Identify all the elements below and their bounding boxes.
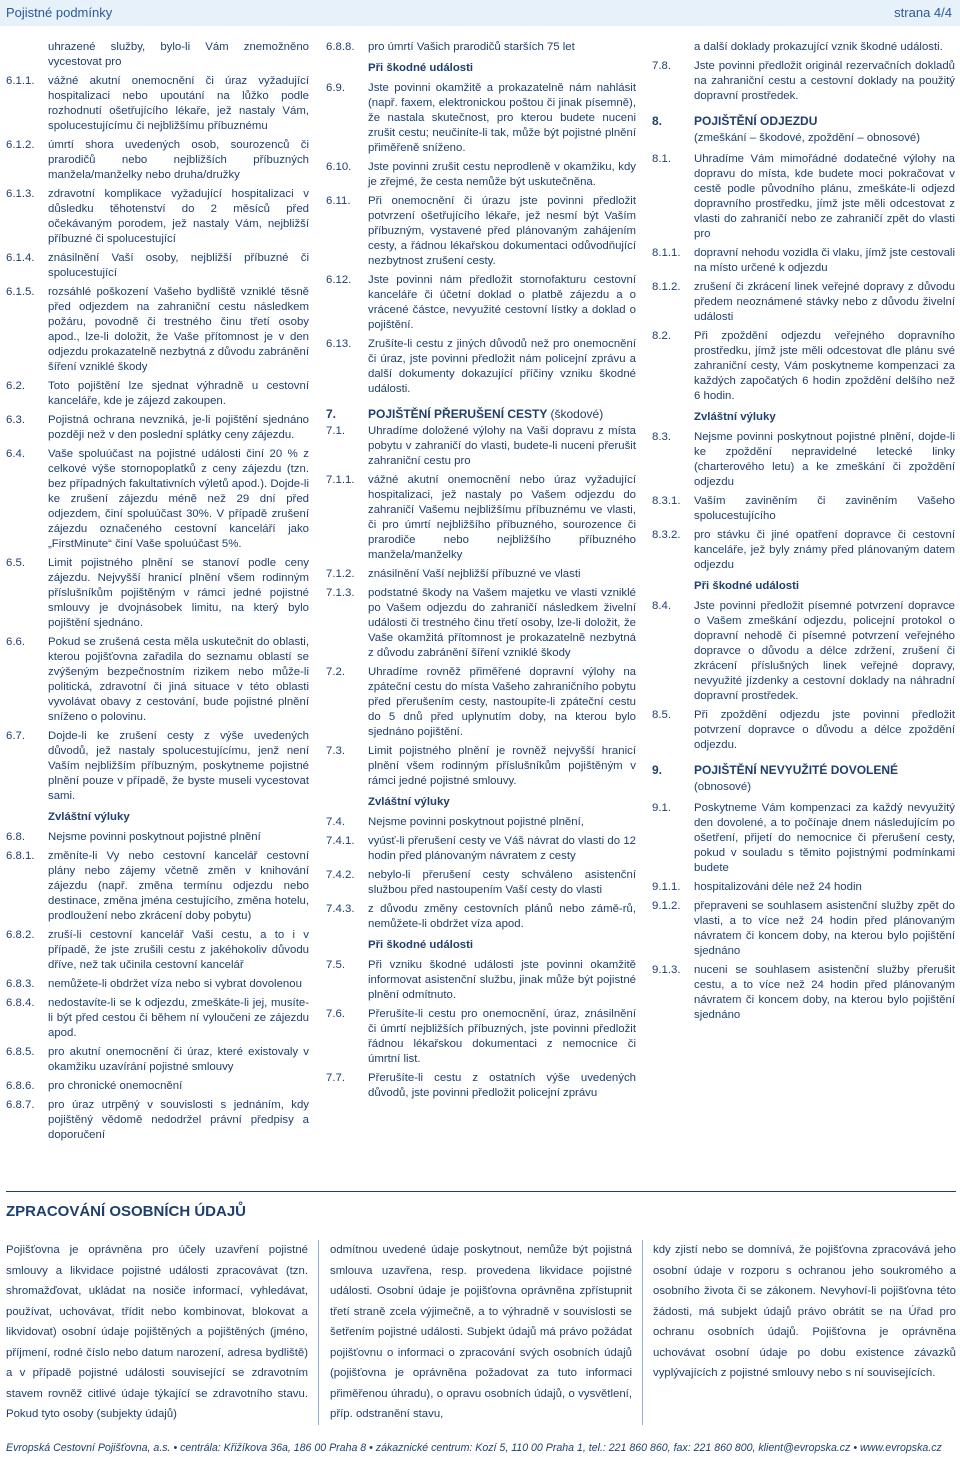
subheading-exclusions: Zvláštní výluky (368, 796, 450, 808)
clause-7-8 (652, 59, 955, 104)
clause-7-2 (326, 665, 636, 740)
section-title: POJIŠTĚNÍ NEVYUŽITÉ DOVOLENÉ (694, 763, 899, 777)
clause-text: pro akutní onemocnění či úraz, které existovaly v okamžiku uzavírání pojistné smlouvy (48, 1046, 309, 1073)
clause-text: hospitalizováni déle než 24 hodin (694, 881, 862, 893)
clause-6-8-7 (6, 1098, 309, 1143)
clause-8-2 (652, 329, 955, 404)
clause-text: pro úmrtí Vašich prarodičů starších 75 let (368, 41, 575, 53)
clause-number: 6.1.2. (6, 139, 35, 151)
clause-number: 6.2. (6, 380, 25, 392)
clause-6-8-3 (6, 977, 309, 992)
clause-text: Jste povinni nám předložit stornofakturu cestovní kanceláře či účetní doklad o platbě zájezdu a o vrácené částce, nevyužité cestovní lístky a doklad o pojištění. (368, 274, 636, 331)
clause-text: dopravní nehodu vozidla či vlaku, jímž jste cestovali na místo určené k odjezdu (694, 247, 955, 274)
clause-text: znásilnění Vaší nejbližší příbuzné ve vlasti (368, 568, 581, 580)
clause-7-4-1 (326, 834, 636, 864)
clause-number: 6.6. (6, 636, 25, 648)
clause-number: 6.8.1. (6, 850, 35, 862)
clause-number: 7.7. (326, 1072, 345, 1084)
clause-6-8-1 (6, 849, 309, 924)
clause-text: nuceni se souhlasem asistenční služby přerušit cestu, a to více než 24 hodin před plánovaným návratem či koncem doby, na kterou bylo pojištění sjednáno (694, 964, 955, 1021)
clause-text: Při vzniku škodné události jste povinni okamžitě informovat asistenční službu, jinak může být pojistné plnění odmítnuto. (368, 959, 636, 1001)
clause-text: rozsáhlé poškození Vašeho bydliště vzniklé těsně před odjezdem na zahraniční cestu následkem požáru, povodně či trestného činu třetí osoby apod., lze-li doložit, že Vaše přítomnost je v den odjezdu prokazatelně nezbytná z důvodu zabránění šíření vzniklé škody (48, 286, 309, 373)
clause-text: vážné akutní onemocnění či úraz vyžadující hospitalizaci nebo upoutání na lůžko podle rozhodnutí ošetřujícího lékaře, jež nastaly Vám, spolucestujícímu či nejbližšímu příbuznému (48, 75, 309, 132)
column-1 (6, 40, 309, 1147)
clause-6-8-4 (6, 996, 309, 1041)
clause-7-1-1 (326, 473, 636, 563)
clause-number: 6.4. (6, 448, 25, 460)
clause-7-5 (326, 958, 636, 1003)
column-2 (326, 40, 636, 1105)
clause-number: 8.2. (652, 330, 671, 342)
clause-7-1-3 (326, 586, 636, 661)
clause-text: Vaším zaviněním či zaviněním Vašeho spolucestujícího (694, 495, 955, 522)
clause-7-7 (326, 1071, 636, 1101)
clause-number: 6.9. (326, 82, 345, 94)
clause-number: 6.12. (326, 274, 352, 286)
clause-number: 6.1.1. (6, 75, 35, 87)
clause-number: 6.8.7. (6, 1099, 35, 1111)
clause-6-8-5 (6, 1045, 309, 1075)
clause-number: 6.8.5. (6, 1046, 35, 1058)
clause-number: 6.8. (6, 831, 25, 843)
clause-text: Nejsme povinni poskytnout pojistné plnění (48, 831, 261, 843)
clause-8-3-1 (652, 494, 955, 524)
clause-text: Jste povinni okamžitě a prokazatelně nám nahlásit (např. faxem, elektronickou poštou či jinak písemně), že nastala skutečnost, pro kterou budete nuceni zrušit cestu; neučiníte-li tak, může být pojistné plnění přiměřeně sníženo. (368, 82, 636, 154)
clause-text: zruší-li cestovní kancelář Vaši cestu, a to i v případě, že jste zrušili cestu z jakéhokoliv důvodu dříve, než tak učinila cestovní kancelář (48, 929, 309, 971)
paragraph: uhrazené služby, bylo-li Vám znemožněno vycestovat pro (48, 41, 309, 68)
clause-9-1-2 (652, 899, 955, 959)
clause-text: Nejsme povinni poskytnout pojistné plnění, (368, 816, 584, 828)
clause-text: Jste povinni zrušit cestu neprodleně v okamžiku, kdy je zřejmé, že cesta nemůže být uskutečněna. (368, 161, 636, 188)
section-8-heading (652, 114, 955, 129)
clause-number: 6.8.8. (326, 41, 355, 53)
clause-text: Jste povinni předložit originál rezervačních dokladů na zahraniční cestu a cestovní doklady na použitý dopravní prostředek. (694, 60, 955, 102)
clause-number: 9.1.1. (652, 881, 681, 893)
clause-text: vážné akutní onemocnění nebo úraz vyžadující hospitalizaci, jež nastaly po Vašem odjezdu do zahraničí Vašemu nejbližšímu příbuznému ve vlasti, či pro úmrtí nejbližšího příbuzného, sourozence či prarodiče nebo nejbližšího příbuzného manžela/manželky (368, 474, 636, 561)
clause-6-2 (6, 379, 309, 409)
clause-7-6 (326, 1007, 636, 1067)
clause-text: pro chronické onemocnění (48, 1080, 183, 1092)
section-7-heading (326, 407, 636, 422)
clause-text: úmrtí shora uvedených osob, sourozenců či prarodičů nebo nejbližších příbuzných manžela/manželky nebo druha/družky (48, 139, 309, 181)
clause-number: 7.4.3. (326, 903, 355, 915)
page-number: strana 4/4 (894, 5, 952, 20)
clause-text: Zrušíte-li cestu z jiných důvodů než pro onemocnění či úraz, jste povinni předložit nám policejní zprávu a další dokumenty dokazující příčiny vzniku škodné události. (368, 338, 636, 395)
subheading-exclusions: Zvláštní výluky (694, 411, 776, 423)
clause-6-7 (6, 729, 309, 804)
clause-number: 6.5. (6, 557, 25, 569)
clause-number: 8.3.2. (652, 529, 681, 541)
clause-6-8 (6, 830, 309, 845)
section-subtitle: (obnosové) (694, 781, 751, 793)
clause-8-4 (652, 599, 955, 704)
clause-7-3 (326, 744, 636, 789)
clause-text: znásilnění Vaší osoby, nejbližší příbuzné či spolucestující (48, 252, 309, 279)
clause-number: 8.3. (652, 431, 671, 443)
clause-text: Přerušíte-li cestu pro onemocnění, úraz, znásilnění či úmrtí nejbližších příbuzných, jste povinni předložit řádnou lékařskou dokumentaci z nemocnice či úmrtní list. (368, 1008, 636, 1065)
clause-8-1-1 (652, 246, 955, 276)
clause-number: 7.4. (326, 816, 345, 828)
clause-number: 9.1. (652, 802, 671, 814)
clause-number: 6.11. (326, 195, 351, 207)
clause-text: nedostavíte-li se k odjezdu, zmeškáte-li jej, musíte-li být před cestou či během ní vyloučeni ze zájezdu apod. (48, 997, 309, 1039)
clause-text: změníte-li Vy nebo cestovní kancelář cestovní plány nebo zájemy včetně změn v knihování zájezdu (např. změna termínu odjezdu nebo destinace, změna jména cestujícího, změna hotelu, prodloužení nebo zkrácení doby pobytu) (48, 850, 309, 922)
clause-6-9 (326, 81, 636, 156)
clause-text: podstatné škody na Vašem majetku ve vlasti vzniklé po Vašem odjezdu do zahraničí následkem živelní události či trestného činu třetí osoby, lze-li doložit, že Vaše okamžitá přítomnost je prokazatelně nezbytná z důvodu zabránění šíření vzniklé škody (368, 587, 636, 659)
privacy-title: ZPRACOVÁNÍ OSOBNÍCH ÚDAJŮ (6, 1203, 247, 1220)
document-title: Pojistné podmínky (6, 5, 113, 20)
clause-text: Při onemocnění či úrazu jste povinni předložit potvrzení ošetřujícího lékaře, jež nesmí být Vaším příbuzným, vystavené před plánovaným zahájením cesty, a řádnou lékařskou dokumentaci odůvodňující nezbytnost zrušení cesty. (368, 195, 636, 267)
section-subtitle: (zmeškání – škodové, zpoždění – obnosové) (694, 132, 921, 144)
clause-number: 6.7. (6, 730, 25, 742)
clause-9-1-1 (652, 880, 955, 895)
clause-number: 6.8.4. (6, 997, 35, 1009)
clause-6-1-2 (6, 138, 309, 183)
clause-text: Uhradíme Vám mimořádné dodatečné výlohy na dopravu do místa, kde budete moci pokračovat v cestě podle původního plánu, zmeškáte-li odjezd dopravního prostředku, jímž jste měli odcestovat z vlasti do zahraničí nebo ze zahraničí zpět do vlasti pro (694, 153, 955, 240)
clause-6-6 (6, 635, 309, 725)
privacy-paragraph-2: odmítnou uvedené údaje poskytnout, nemůže být pojistná smlouva uzavřena, resp. provedena likvidace pojistné události. Osobní údaje je pojišťovna oprávněna zpřístupnit třetí straně zcela výjimečně, a to výhradně v souvislosti se šetřením pojistné události. Subjekt údajů má právo požádat pojišťovnu o informaci o zpracování svých osobních údajů (pojišťovna je oprávněna požadovat za tuto informaci přiměřenou úhradu), o opravu osobních údajů, o vysvětlení, příp. odstranění stavu, (330, 1244, 632, 1420)
section-number: 7. (326, 407, 337, 421)
clause-number: 8.4. (652, 600, 671, 612)
clause-text: Při zpoždění odjezdu veřejného dopravního prostředku, jímž jste měli odcestovat dle plánu své zahraniční cesty, Vám poskytneme kompenzaci za každých započatých 6 hodin zpoždění delšího než 6 hodin. (694, 330, 955, 402)
clause-text: Vaše spoluúčast na pojistné události činí 20 % z celkové výše stornopoplatků z ceny zájezdu (tzn. bez případných fakultativních výletů apod.). Dojde-li ke zrušení zájezdu méně než 29 dní před odjezdem, činí spoluúčast 30%. V případě zrušení zájezdu označeného cestovní kanceláří jako „FirstMinute“ činí Vaše spoluúčast 5%. (48, 448, 309, 550)
column-divider (318, 1240, 319, 1425)
clause-number: 8.3.1. (652, 495, 681, 507)
clause-text: Pokud se zrušená cesta měla uskutečnit do oblasti, kterou pojišťovna zařadila do seznamu oblastí se zvýšeným bezpečnostním rizikem nebo může-li politická, zdravotní či jiná situace v této oblasti vyvolávat obavy z cestování, bude pojistné plnění sníženo o polovinu. (48, 636, 309, 723)
clause-number: 7.1. (326, 425, 345, 437)
paragraph: a další doklady prokazující vznik škodné události. (694, 41, 943, 53)
clause-text: Uhradíme doložené výlohy na Vaši dopravu z místa pobytu v zahraničí do vlasti, budete-li nuceni přerušit zahraniční cestu pro (368, 425, 636, 467)
clause-text: Jste povinni předložit písemné potvrzení dopravce o Vašem zmeškání odjezdu, policejní protokol o dopravní nehodě či písemné potvrzení veřejného dopravce o důvodu a délce zdržení, zrušení či zkrácení příslušných linek veřejné dopravy, nevyužité jízdenky a cestovní doklady na náhradní dopravní prostředek. (694, 600, 955, 702)
clause-6-3 (6, 413, 309, 443)
clause-9-1 (652, 801, 955, 876)
clause-text: Dojde-li ke zrušení cesty z výše uvedených důvodů, jež nastaly spolucestujícímu, jenž není Vaším nejbližším příbuzným, poskytneme pojistné plnění pouze v případě, že byste museli vycestovat sami. (48, 730, 309, 802)
column-3 (652, 40, 955, 1027)
clause-number: 9.1.3. (652, 964, 681, 976)
clause-number: 8.1. (652, 153, 671, 165)
clause-text: nebylo-li přerušení cesty schváleno asistenční službou před nastoupením Vaší cesty do vlasti (368, 869, 636, 896)
clause-6-11 (326, 194, 636, 269)
section-divider (6, 1191, 956, 1192)
clause-number: 6.1.5. (6, 286, 35, 298)
clause-7-4-2 (326, 868, 636, 898)
clause-6-4 (6, 447, 309, 552)
clause-7-4 (326, 815, 636, 830)
clause-text: vyúsť-li přerušení cesty ve Váš návrat do vlasti do 12 hodin před plánovaným návratem z cesty (368, 835, 636, 862)
column-divider (642, 1240, 643, 1425)
clause-7-1 (326, 424, 636, 469)
clause-text: Při zpoždění odjezdu jste povinni předložit potvrzení dopravce o důvodu a délce zpoždění odjezdu. (694, 709, 955, 751)
section-title: POJIŠTĚNÍ ODJEZDU (694, 114, 818, 128)
clause-6-1-5 (6, 285, 309, 375)
clause-text: nemůžete-li obdržet víza nebo si vybrat dovolenou (48, 978, 302, 990)
clause-6-5 (6, 556, 309, 631)
clause-number: 6.10. (326, 161, 352, 173)
clause-text: zrušení či zkrácení linek veřejné dopravy z důvodu předem neoznámené stávky nebo z důvodu živelní události (694, 281, 955, 323)
clause-8-1 (652, 152, 955, 242)
clause-text: pro úraz utrpěný v souvislosti s jednáním, kdy pojištěný vědomě nedodržel právní předpisy a doporučení (48, 1099, 309, 1141)
clause-8-3-2 (652, 528, 955, 573)
subheading-exclusions: Zvláštní výluky (48, 811, 130, 823)
clause-8-3 (652, 430, 955, 490)
clause-text: Limit pojistného plnění je rovněž nejvyšší hranicí plnění všem rodinným příslušníkům pojištěným v rámci jedné pojistné smlouvy. (368, 745, 636, 787)
clause-text: zdravotní komplikace vyžadující hospitalizaci v důsledku těhotenství do 2 měsíců před očekávaným porodem, jež nastaly Vám, nejbližší příbuzné či spolucestující (48, 188, 309, 245)
clause-number: 6.8.3. (6, 978, 35, 990)
clause-number: 9.1.2. (652, 900, 681, 912)
clause-text: Limit pojistného plnění se stanoví podle ceny zájezdu. Nejvyšší hranicí plnění všem rodinným příslušníkům pojištěným v rámci jedné pojistné smlouvy je dvojnásobek limitu, na který bylo pojištění sjednáno. (48, 557, 309, 629)
clause-6-1-1 (6, 74, 309, 134)
clause-text: Poskytneme Vám kompenzaci za každý nevyužitý den dovolené, a to počínaje dnem následujícím po ošetření, přijetí do nemocnice či přerušení cesty, pokud v souladu s těmito pojistnými podmínkami budete (694, 802, 955, 874)
clause-8-5 (652, 708, 955, 753)
clause-6-13 (326, 337, 636, 397)
page-footer: Evropská Cestovní Pojišťovna, a.s. • centrála: Křižíkova 36a, 186 00 Praha 8 • zákaznické centrum: Kozí 5, 110 00 Praha 1, tel.: 221 860 860, fax: 221 860 800, klient@evropska.cz • www.evropska.cz (6, 1442, 942, 1454)
clause-number: 7.6. (326, 1008, 345, 1020)
clause-text: přepraveni se souhlasem asistenční služby zpět do vlasti, a to více než 24 hodin před plánovaným návratem či koncem doby, na kterou bylo pojištění sjednáno (694, 900, 955, 957)
clause-number: 8.1.2. (652, 281, 681, 293)
section-9-heading (652, 763, 955, 778)
clause-number: 7.4.2. (326, 869, 355, 881)
subheading-claim: Při škodné události (368, 939, 474, 951)
clause-6-10 (326, 160, 636, 190)
clause-number: 7.5. (326, 959, 345, 971)
section-title: POJIŠTĚNÍ PŘERUŠENÍ CESTY (368, 407, 548, 421)
clause-text: Pojistná ochrana nevzniká, je-li pojištění sjednáno později než v den poslední splátky ceny zájezdu. (48, 414, 309, 441)
clause-text: Toto pojištění lze sjednat výhradně u cestovní kanceláře, kde je zájezd zakoupen. (48, 380, 309, 407)
privacy-paragraph-3: kdy zjistí nebo se domnívá, že pojišťovna zpracovává jeho osobní údaje v rozporu s ochranou jeho soukromého a osobního života či se zákonem. Nevyhoví-li pojišťovna této žádosti, má subjekt údajů právo obrátit se na Úřad pro ochranu osobních údajů. Pojišťovna je oprávněna uchovávat osobní údaje po dobu existence závazků vyplývajících z pojistné smlouvy nebo s ní souvisejících. (653, 1244, 956, 1379)
clause-9-1-3 (652, 963, 955, 1023)
clause-text: pro stávku či jiné opatření dopravce či cestovní kanceláře, jež byly známy před plánovaným datem odjezdu (694, 529, 955, 571)
clause-number: 7.1.1. (326, 474, 355, 486)
clause-number: 8.5. (652, 709, 671, 721)
clause-text: Uhradíme rovněž přiměřené dopravní výlohy na zpáteční cestu do místa Vašeho zahraničního pobytu před přerušením cesty, nastoupíte-li zpáteční cestu do 5 dnů před uplynutím doby, na kterou bylo sjednáno pojištění. (368, 666, 636, 738)
clause-number: 7.3. (326, 745, 345, 757)
clause-text: Přerušíte-li cestu z ostatních výše uvedených důvodů, jste povinni předložit policejní zprávu (368, 1072, 636, 1099)
clause-6-8-6 (6, 1079, 309, 1094)
section-number: 8. (652, 114, 663, 128)
section-number: 9. (652, 763, 663, 777)
page-header (0, 0, 960, 26)
clause-6-8-8 (326, 40, 636, 55)
clause-6-12 (326, 273, 636, 333)
clause-number: 6.1.3. (6, 188, 35, 200)
clause-8-1-2 (652, 280, 955, 325)
clause-number: 7.4.1. (326, 835, 355, 847)
clause-number: 7.2. (326, 666, 345, 678)
clause-number: 7.8. (652, 60, 671, 72)
clause-text: Nejsme povinni poskytnout pojistné plnění, dojde-li ke zpoždění nepravidelné letecké linky (charterového letu) a ke zmeškání či zpoždění odjezdu (694, 431, 955, 488)
clause-number: 6.8.2. (6, 929, 35, 941)
clause-6-1-4 (6, 251, 309, 281)
clause-text: z důvodu změny cestovních plánů nebo zámě-rů, nemůžete-li obdržet víza apod. (368, 903, 636, 930)
clause-number: 6.1.4. (6, 252, 35, 264)
privacy-paragraph-1: Pojišťovna je oprávněna pro účely uzavření pojistné smlouvy a likvidace pojistné události zpracovávat (tzn. shromažďovat, ukládat na nosiče informací, vyhledávat, používat, uchovávat, třídit nebo kombinovat, blokovat a likvidovat) osobní údaje pojištěných a pojištěných (jméno, příjmení, rodné číslo nebo datum narození, adresa bydliště) a v případě pojistné události související se zdravotním stavem rovněž citlivé údaje týkající se zdravotního stavu. Pokud tyto osoby (subjekty údajů) (6, 1244, 308, 1420)
subheading-claim: Při škodné události (694, 580, 800, 592)
subheading-claim: Při škodné události (368, 62, 474, 74)
clause-number: 7.1.2. (326, 568, 355, 580)
clause-number: 6.3. (6, 414, 25, 426)
section-subtitle: (škodové) (550, 407, 604, 421)
clause-number: 6.13. (326, 338, 352, 350)
clause-number: 7.1.3. (326, 587, 355, 599)
clause-7-1-2 (326, 567, 636, 582)
clause-number: 6.8.6. (6, 1080, 35, 1092)
clause-6-1-3 (6, 187, 309, 247)
clause-number: 8.1.1. (652, 247, 681, 259)
clause-6-8-2 (6, 928, 309, 973)
clause-7-4-3 (326, 902, 636, 932)
